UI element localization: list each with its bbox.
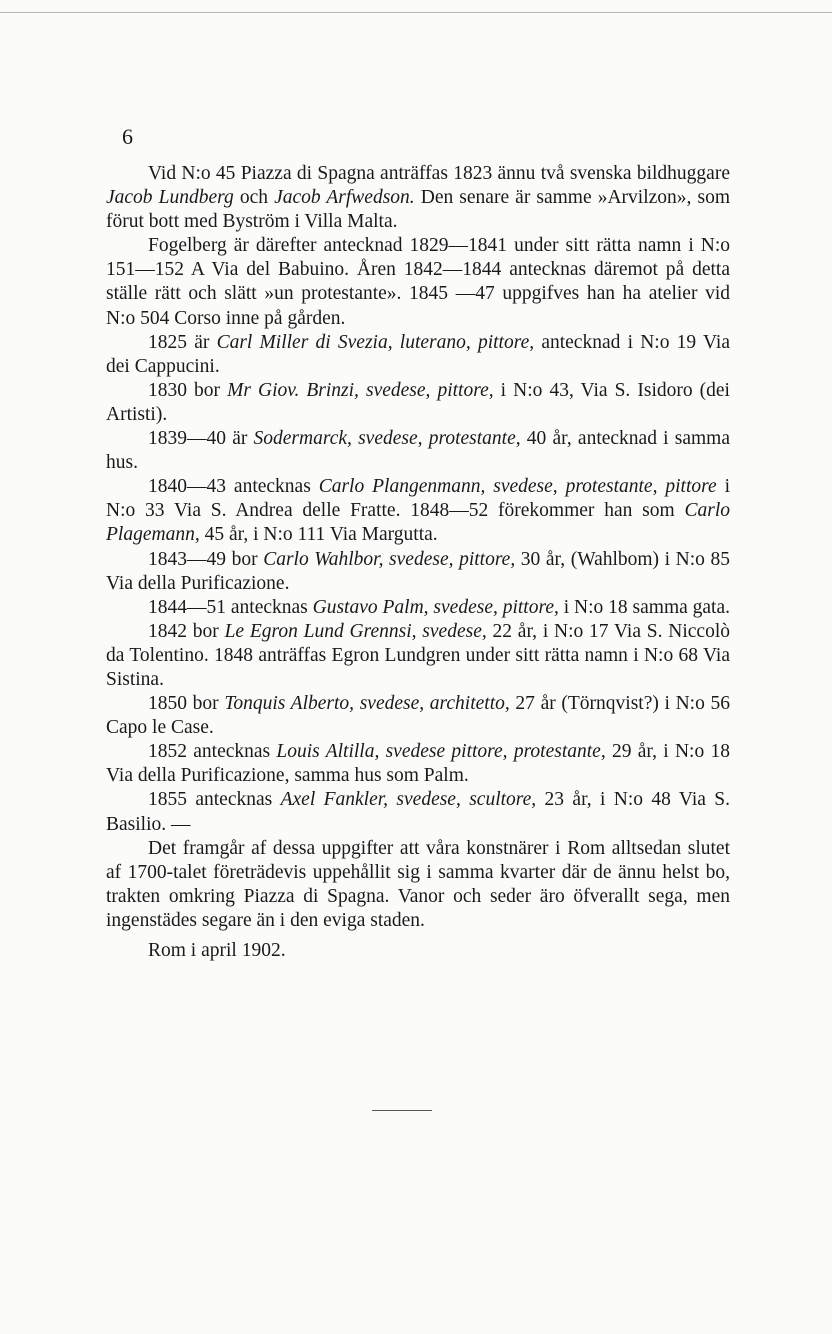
text-run: i N:o 18 samma gata. — [558, 596, 731, 618]
text-run: 1840—43 antecknas — [148, 476, 319, 498]
paragraph — [106, 596, 730, 620]
text-run: och — [233, 187, 275, 209]
italic-name: Carlo Plangenmann, svedese, protestante, pittore — [318, 476, 717, 498]
text-run: 30 år, (Wahlbom) i N:o 85 Via della Purificazione. — [106, 548, 730, 594]
paragraph — [106, 427, 730, 475]
text-run: Vid N:o 45 Piazza di Spagna anträffas 1823 ännu två svenska bildhuggare — [148, 163, 730, 184]
paragraph — [106, 234, 730, 330]
italic-name: Carl Miller di Svezia, luterano, pittore, — [216, 331, 535, 353]
text-run: 40 år, antecknad i samma hus. — [106, 428, 730, 474]
italic-name: Mr Giov. Brinzi, svedese, pittore, — [227, 379, 494, 401]
text-run: 1842 bor — [148, 620, 225, 642]
text-run: i N:o 43, Via S. Isidoro (dei Artisti). — [106, 379, 730, 425]
text-run: 1855 antecknas — [148, 789, 281, 811]
italic-name: Carlo Plagemann, — [106, 500, 730, 546]
paragraph — [106, 379, 730, 427]
text-run: 1850 bor — [148, 693, 225, 715]
text-run: Fogelberg är därefter antecknad 1829—1841 under sitt rätta namn i N:o 151—152 A Via del Babuino. Åren 1842—1844 antecknas däremot på detta ställe rätt och slätt »un protestante». 1845 —47 uppgifves han ha atelier vid N:o 504 Corso inne på gården. — [106, 235, 730, 329]
italic-name: Sodermarck, svedese, protestante, — [253, 428, 521, 450]
signoff-line: Rom i april 1902. — [148, 940, 286, 961]
text-run: Den senare är samme »Arvilzon», som förut bott med Byström i Villa Malta. — [106, 187, 730, 233]
text-run: 45 år, i N:o 111 Via Margutta. — [199, 524, 438, 546]
paragraph — [106, 331, 730, 379]
top-border-rule — [0, 12, 832, 13]
italic-name: Louis Altilla, svedese pittore, protestante, — [276, 741, 606, 763]
text-run: 1844—51 antecknas — [148, 596, 313, 618]
text-run: antecknad i N:o 19 Via dei Cappucini. — [106, 331, 731, 377]
end-rule — [372, 1110, 432, 1111]
paragraph — [106, 740, 730, 788]
paragraph — [106, 548, 730, 596]
text-run: i N:o 33 Via S. Andrea delle Fratte. 1848—52 förekommer han som — [106, 476, 730, 522]
paragraph-list — [106, 162, 730, 933]
italic-name: Le Egron Lund Grennsi, svedese, — [224, 620, 487, 642]
text-run: 1830 bor — [148, 379, 228, 401]
body-text — [106, 162, 730, 963]
italic-name: Jacob Lundberg — [106, 187, 234, 209]
paragraph — [106, 620, 730, 692]
paragraph — [106, 475, 730, 547]
italic-name: Gustavo Palm, svedese, pittore, — [312, 596, 559, 618]
italic-name: Carlo Wahlbor, svedese, pittore, — [263, 548, 516, 570]
text-run: 22 år, i N:o 17 Via S. Niccolò da Tolentino. 1848 anträffas Egron Lundgren under sitt rätta namn i N:o 68 Via Sistina. — [106, 620, 730, 690]
text-run: 23 år, i N:o 48 Via S. Basilio. — — [106, 789, 730, 835]
text-run: 1843—49 bor — [148, 548, 264, 570]
text-run: Det framgår af dessa uppgifter att våra konstnärer i Rom alltsedan slutet af 1700-talet företrädevis uppehållit sig i samma kvarter där de ännu helst bo, trakten omkring Piazza di Spagna. Vanor och seder äro öfverallt sega, men ingenstädes segare än i den eviga staden. — [106, 837, 730, 931]
italic-name: Tonquis Alberto, svedese, architetto, — [224, 693, 510, 715]
text-run: 1852 antecknas — [148, 741, 277, 763]
paragraph — [106, 162, 730, 234]
text-run: 29 år, i N:o 18 Via della Purificazione, samma hus som Palm. — [106, 741, 730, 787]
page-number: 6 — [122, 124, 133, 149]
text-run: 27 år (Törnqvist?) i N:o 56 Capo le Case. — [106, 693, 730, 739]
italic-name: Jacob Arfwedson. — [274, 187, 415, 209]
paragraph — [106, 788, 730, 836]
paragraph — [106, 692, 730, 740]
text-run: 1839—40 är — [148, 428, 254, 450]
paragraph — [106, 837, 730, 933]
text-run: 1825 är — [148, 331, 217, 353]
italic-name: Axel Fankler, svedese, scultore, — [280, 789, 537, 811]
